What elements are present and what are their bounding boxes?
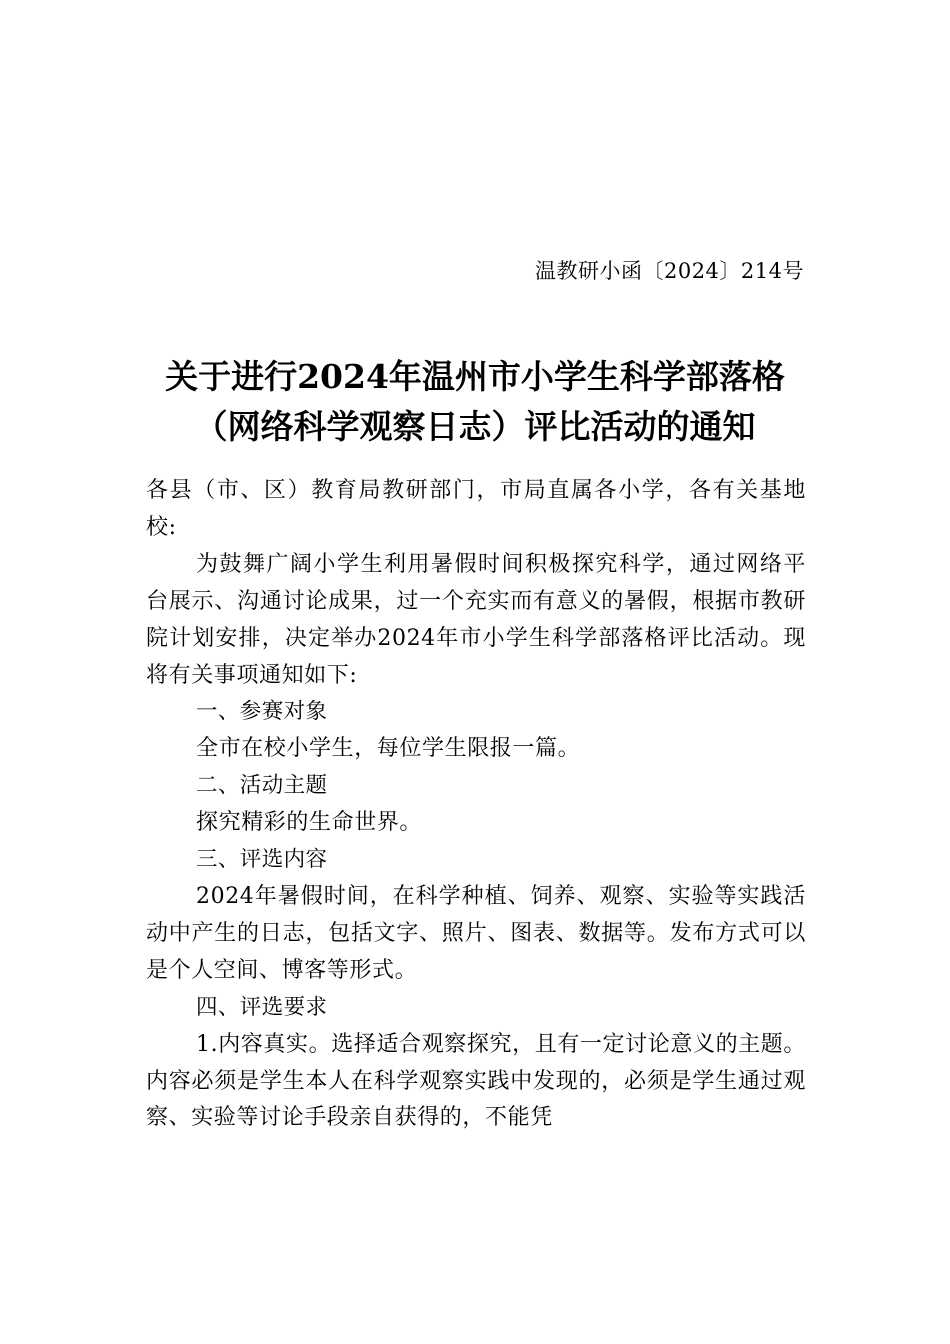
section-text-participants: 全市在校小学生，每位学生限报一篇。 <box>196 736 581 762</box>
section-heading-requirements: 四、评选要求 <box>196 994 328 1020</box>
section-heading-participants: 一、参赛对象 <box>196 699 328 725</box>
title-line-1: 关于进行2024年温州市小学生科学部落格 <box>165 357 785 396</box>
document-number: 温教研小函〔2024〕214号 <box>534 259 804 283</box>
section-text-theme: 探究精彩的生命世界。 <box>196 810 423 836</box>
section-heading-content: 三、评选内容 <box>196 847 328 873</box>
document-title <box>100 352 850 452</box>
salutation: 各县（市、区）教育局教研部门，市局直属各小学，各有关基地校: <box>146 478 806 540</box>
intro-paragraph: 为鼓舞广阔小学生利用暑假时间积极探究科学，通过网络平台展示、沟通讨论成果，过一个充实而有意义的暑假，根据市教研院计划安排，决定举办2024年市小学生科学部落格评比活动。现将有关事项通知如下: <box>146 551 806 688</box>
document-body <box>146 473 806 1137</box>
section-heading-theme: 二、活动主题 <box>196 773 328 799</box>
section-text-content: 2024年暑假时间，在科学种植、饲养、观察、实验等实践活动中产生的日志，包括文字、照片、图表、数据等。发布方式可以是个人空间、博客等形式。 <box>146 883 806 983</box>
title-line-2: （网络科学观察日志）评比活动的通知 <box>194 407 756 446</box>
section-text-requirements: 1.内容真实。选择适合观察探究，且有一定讨论意义的主题。内容必须是学生本人在科学观察实践中发现的，必须是学生通过观察、实验等讨论手段亲自获得的，不能凭 <box>146 1031 806 1131</box>
